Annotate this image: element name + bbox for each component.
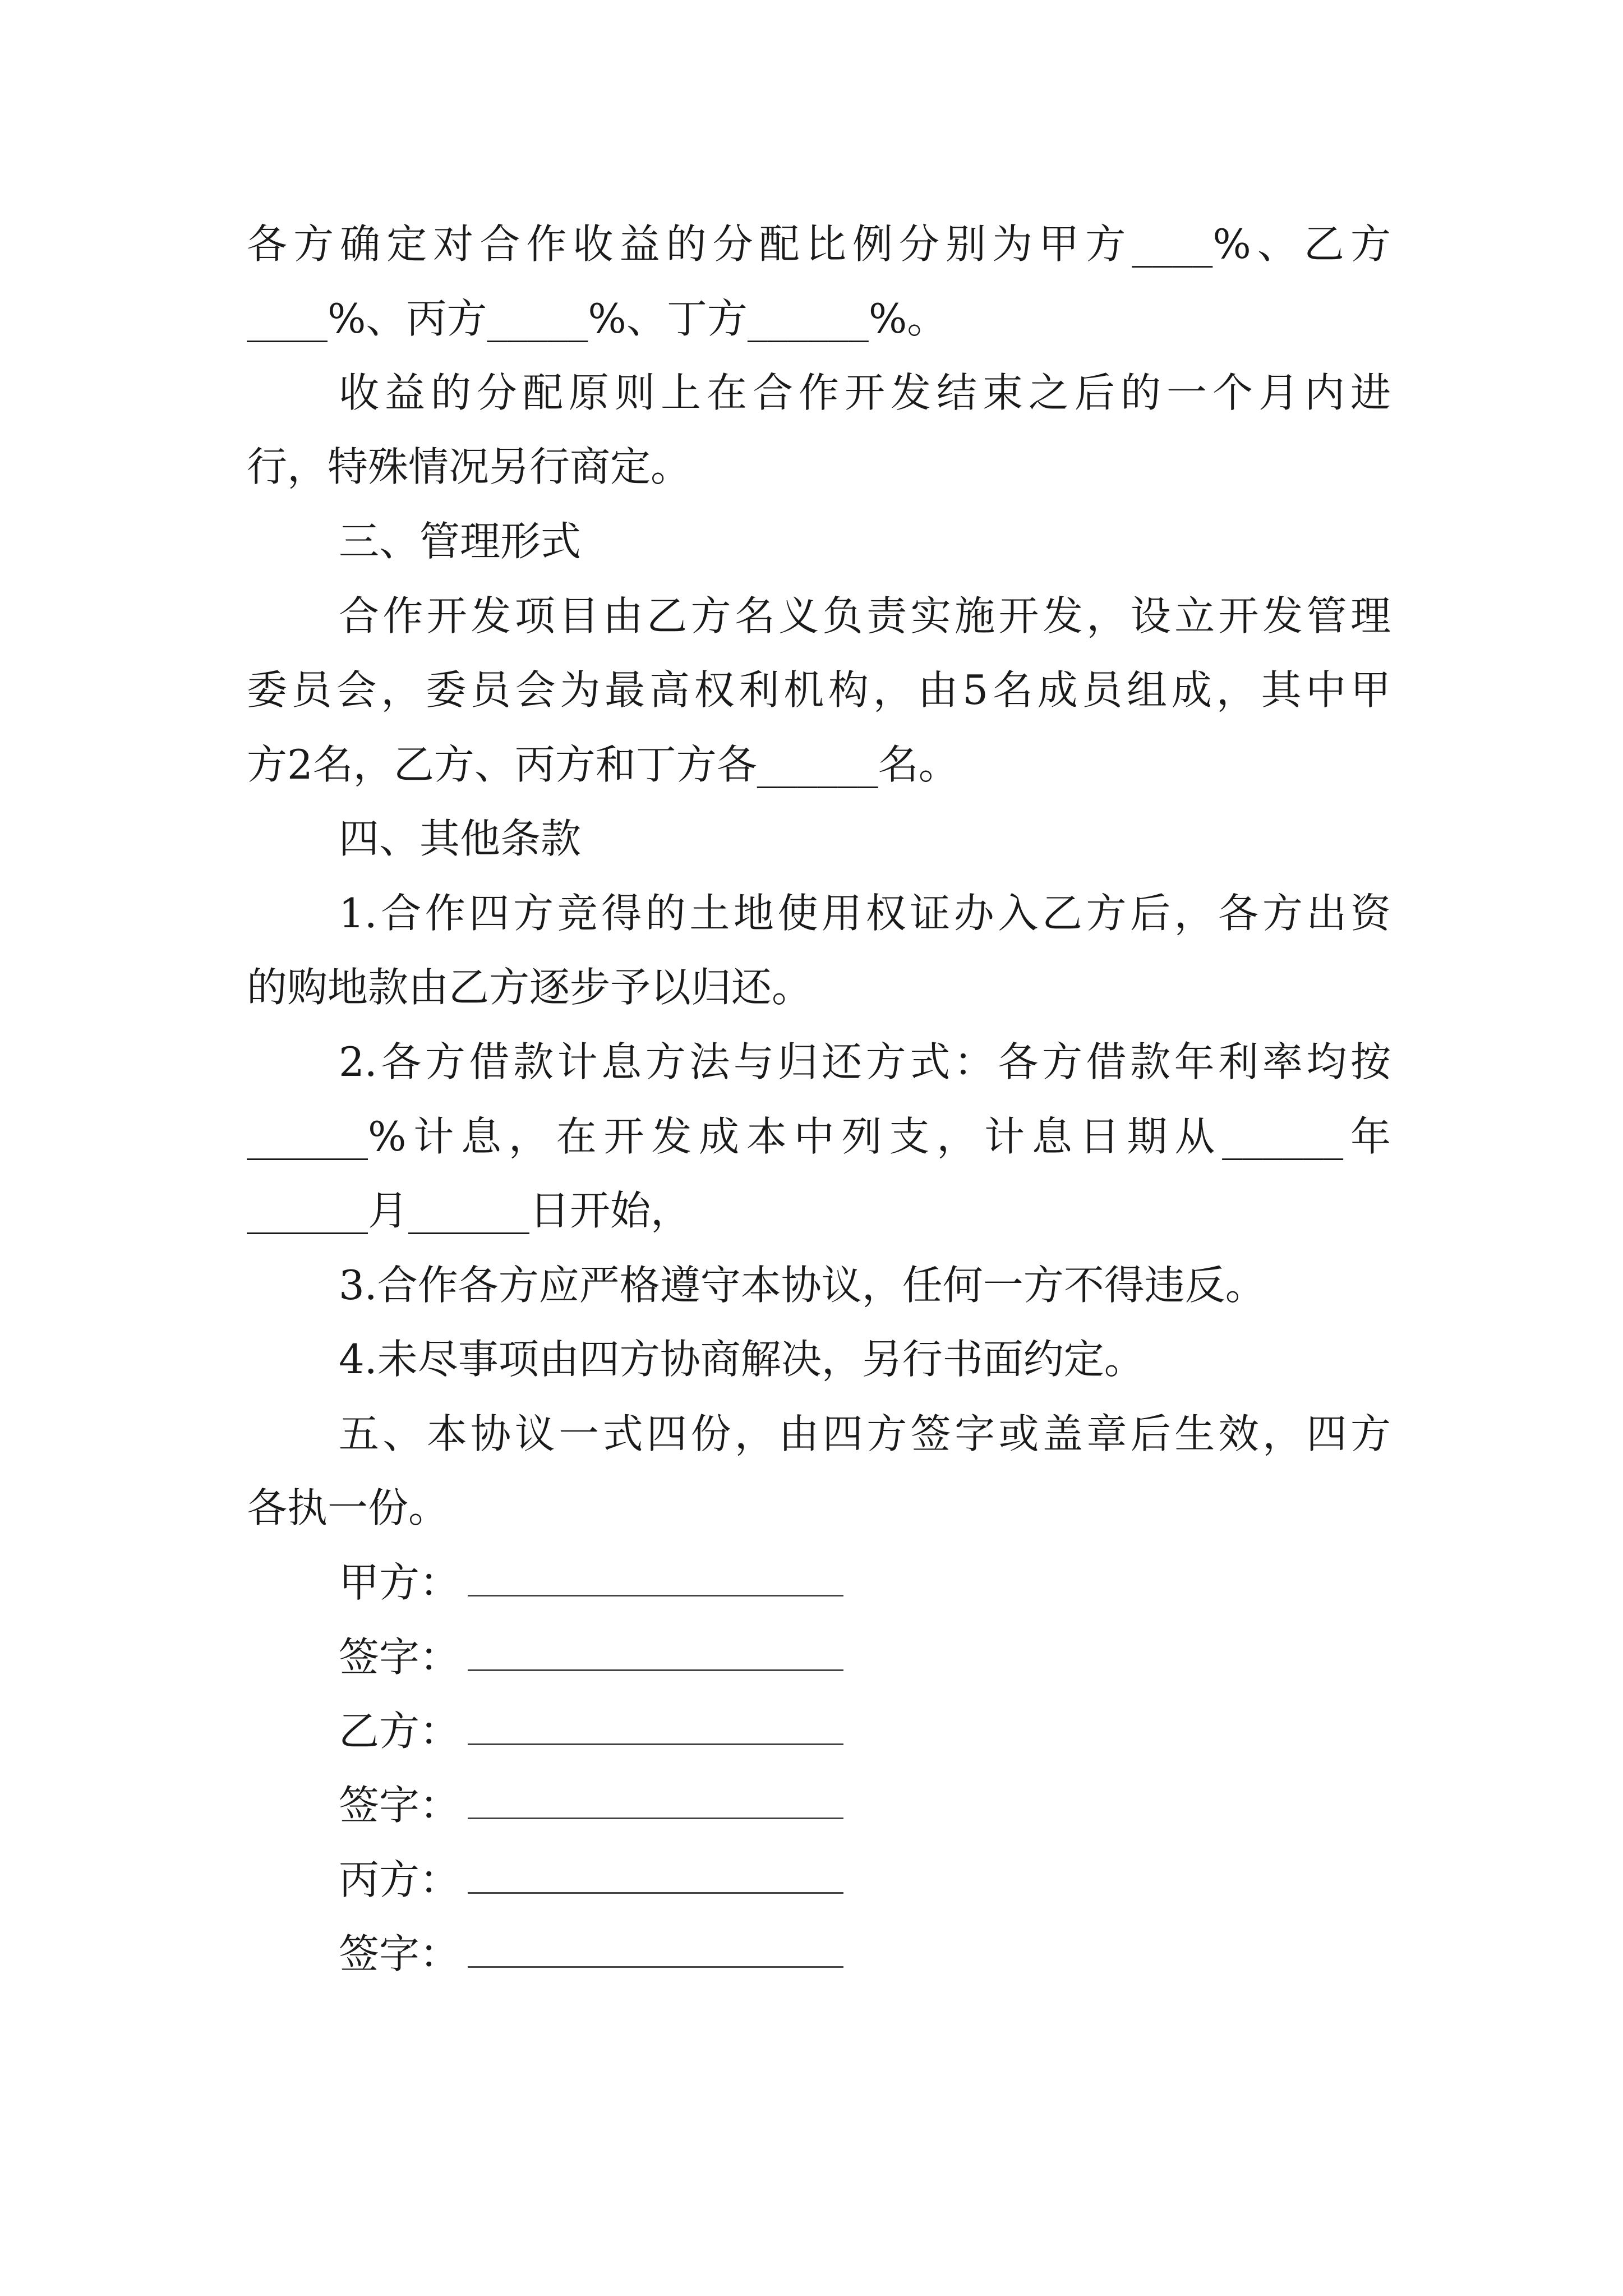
paragraph-line: 4.未尽事项由四方协商解决，另行书面约定。 [339, 1336, 1145, 1383]
signature-label: 甲方： [339, 1559, 460, 1606]
paragraph-line: 的购地款由乙方逐步予以归还。 [247, 964, 813, 1011]
signature-blank-line [468, 1743, 843, 1745]
paragraph-line: 3.合作各方应严格遵守本协议，任何一方不得违反。 [339, 1262, 1266, 1309]
signature-blank-line [468, 1892, 843, 1894]
paragraph-line: 行，特殊情况另行商定。 [247, 443, 691, 490]
signature-row-party-a [339, 1554, 460, 1611]
paragraph-line: ______月______日开始， [247, 1187, 691, 1234]
signature-blank-line [468, 1669, 843, 1671]
paragraph-line: 合作开发项目由乙方名义负责实施开发，设立开发管理 [339, 592, 1391, 639]
paragraph-line: ____%、丙方_____%、丁方______%。 [247, 295, 948, 342]
section-heading: 四、其他条款 [339, 815, 582, 862]
signature-row-party-b [339, 1703, 460, 1759]
signature-label: 签字： [339, 1782, 460, 1829]
paragraph-line: 各执一份。 [247, 1484, 449, 1531]
signature-blank-line [468, 1818, 843, 1819]
signature-label: 乙方： [339, 1708, 460, 1755]
paragraph-line: 1.合作四方竞得的土地使用权证办入乙方后，各方出资 [339, 890, 1391, 937]
signature-blank-line [468, 1966, 843, 1968]
paragraph-line: 各方确定对合作收益的分配比例分别为甲方____%、乙方 [247, 220, 1391, 268]
signature-label: 丙方： [339, 1856, 460, 1903]
paragraph-line: 委员会，委员会为最高权利机构，由5名成员组成，其中甲 [247, 666, 1391, 714]
paragraph-line: 方2名，乙方、丙方和丁方各______名。 [247, 741, 959, 788]
signature-label: 签字： [339, 1930, 460, 1977]
signature-row-party-c [339, 1852, 460, 1908]
paragraph-line: ______%计息，在开发成本中列支，计息日期从______年 [247, 1113, 1391, 1160]
paragraph-line: 五、本协议一式四份，由四方签字或盖章后生效，四方 [339, 1410, 1391, 1457]
signature-label: 签字： [339, 1634, 460, 1681]
signature-row-sign-a [339, 1629, 460, 1685]
section-heading: 三、管理形式 [339, 518, 582, 565]
paragraph-line: 收益的分配原则上在合作开发结束之后的一个月内进 [339, 369, 1391, 416]
paragraph-line: 2.各方借款计息方法与归还方式：各方借款年利率均按 [339, 1038, 1391, 1085]
signature-row-sign-b [339, 1777, 460, 1833]
signature-row-sign-c [339, 1926, 460, 1982]
signature-blank-line [468, 1595, 843, 1596]
